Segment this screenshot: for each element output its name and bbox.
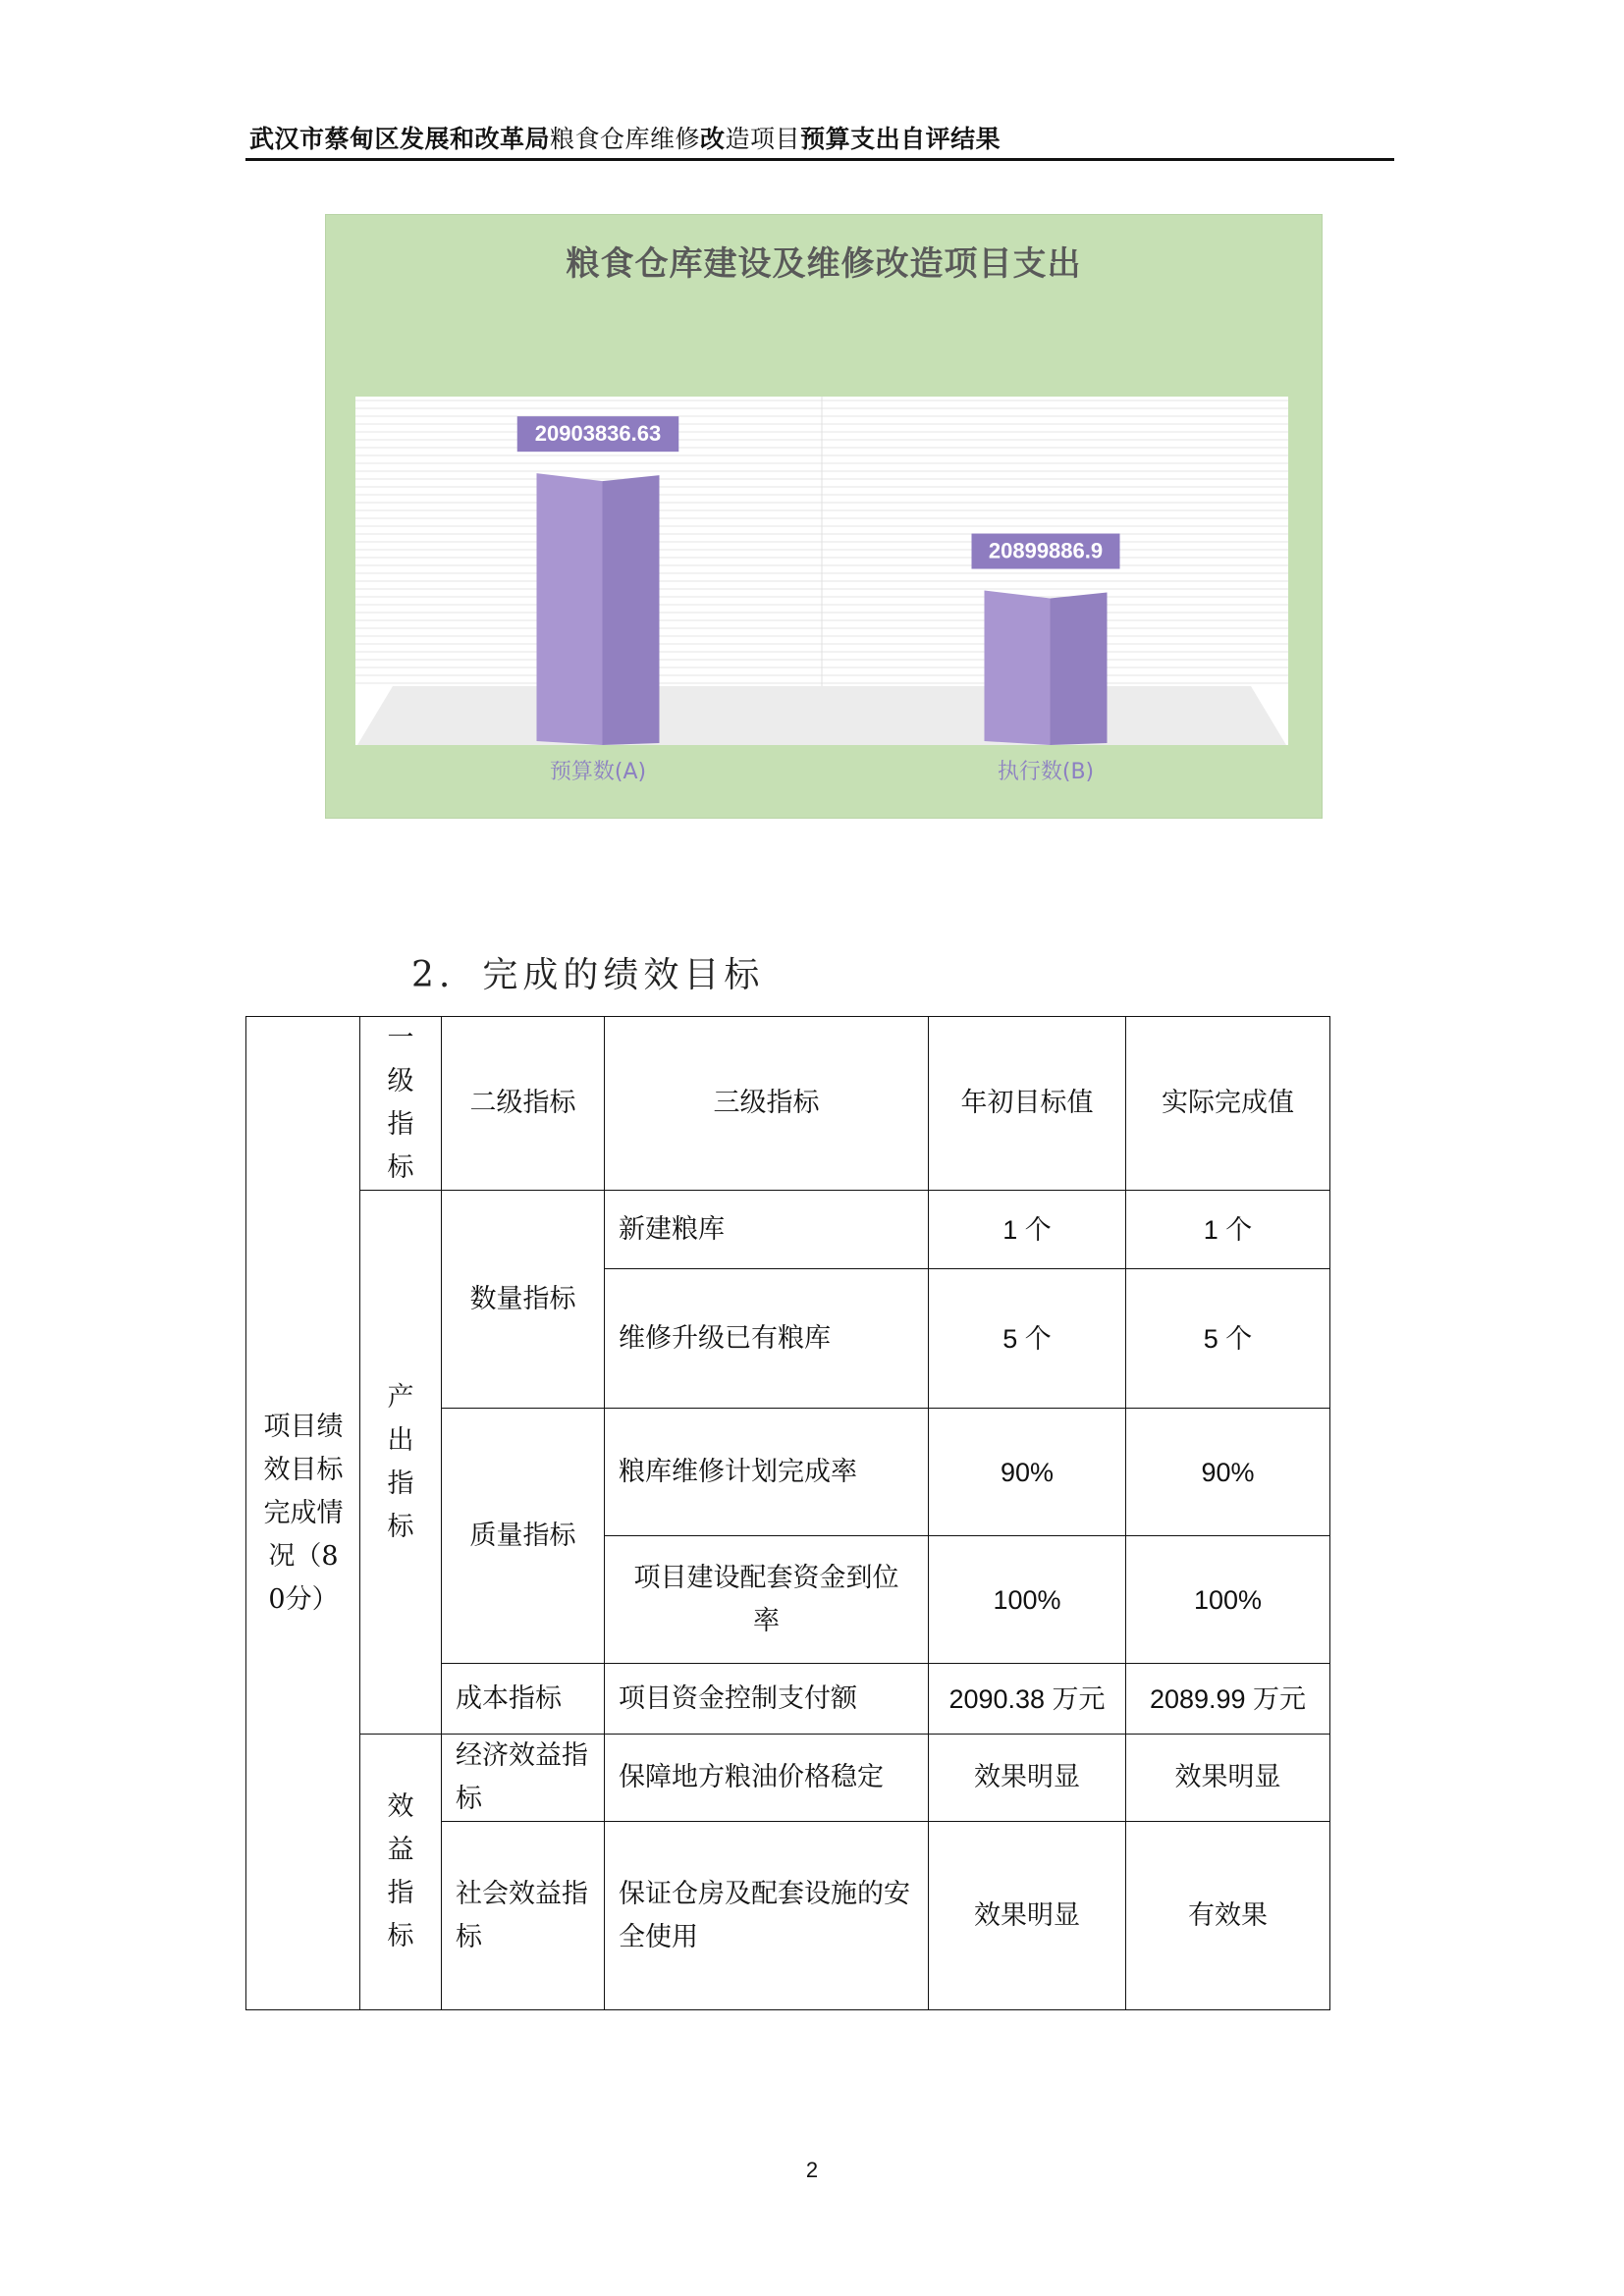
section-label: 项目绩效目标完成情况（80分） — [263, 1411, 344, 1615]
bar-front — [985, 591, 1051, 745]
header-result: 预算支出自评结果 — [800, 125, 1001, 153]
header-project-b: 改 — [700, 125, 726, 153]
row-actual: 100% — [1126, 1536, 1330, 1664]
quality-label: 质量指标 — [442, 1409, 605, 1664]
bar-front — [537, 473, 603, 745]
header-level1-cell — [360, 1017, 442, 1191]
row-actual: 有效果 — [1126, 1822, 1330, 2010]
bar-side — [1051, 593, 1108, 745]
benefit-label: 效益指标 — [387, 1791, 414, 1951]
row-target: 5 个 — [929, 1269, 1126, 1409]
header-target: 年初目标值 — [929, 1017, 1126, 1191]
chart-title: 粮食仓库建设及维修改造项目支出 — [566, 244, 1082, 284]
row-target: 效果明显 — [929, 1822, 1126, 2010]
header-org: 武汉市蔡甸区发展和改革局 — [249, 125, 551, 153]
header-project-c: 造项目 — [725, 125, 801, 153]
row-target: 90% — [929, 1409, 1126, 1536]
table-row — [246, 1735, 1330, 1822]
header-level2: 二级指标 — [442, 1017, 605, 1191]
header-actual: 实际完成值 — [1126, 1017, 1330, 1191]
cost-label: 成本指标 — [442, 1664, 605, 1735]
output-label: 产出指标 — [387, 1381, 414, 1542]
table-row — [246, 1191, 1330, 1269]
section-label-cell — [246, 1017, 360, 2010]
row-name: 项目资金控制支付额 — [605, 1664, 929, 1735]
page-number: 2 — [805, 2158, 819, 2182]
chart-floor — [357, 686, 1286, 745]
output-label-cell — [360, 1191, 442, 1735]
row-target: 100% — [929, 1536, 1126, 1664]
section-number: 2. — [411, 955, 456, 995]
row-name: 保障地方粮油价格稳定 — [605, 1735, 929, 1822]
row-target: 2090.38 万元 — [929, 1664, 1126, 1735]
section-heading — [411, 947, 764, 997]
row-name: 新建粮库 — [605, 1191, 929, 1269]
category-label: 预算数(A) — [549, 760, 647, 784]
row-actual: 1 个 — [1126, 1191, 1330, 1269]
chart-canvas — [326, 215, 1324, 820]
header-title — [249, 120, 1001, 155]
data-label: 20903836.63 — [534, 421, 662, 447]
row-actual: 效果明显 — [1126, 1735, 1330, 1822]
economic-label: 经济效益指标 — [442, 1735, 605, 1822]
row-name: 粮库维修计划完成率 — [605, 1409, 929, 1536]
row-name: 保证仓房及配套设施的安全使用 — [605, 1822, 929, 2010]
performance-table — [245, 1016, 1330, 2010]
quantity-label: 数量指标 — [442, 1191, 605, 1409]
header-project-a: 粮食仓库维修 — [550, 125, 701, 153]
row-actual: 2089.99 万元 — [1126, 1664, 1330, 1735]
section-title: 完成的绩效目标 — [482, 955, 765, 995]
table-header-row — [246, 1017, 1330, 1191]
row-name: 维修升级已有粮库 — [605, 1269, 929, 1409]
expenditure-chart — [325, 214, 1323, 819]
data-label: 20899886.9 — [988, 538, 1104, 563]
page-header — [245, 116, 1394, 161]
row-name: 项目建设配套资金到位率 — [605, 1536, 929, 1664]
category-label: 执行数(B) — [997, 760, 1095, 784]
social-label: 社会效益指标 — [442, 1822, 605, 2010]
benefit-label-cell — [360, 1735, 442, 2010]
header-level3: 三级指标 — [605, 1017, 929, 1191]
row-target: 1 个 — [929, 1191, 1126, 1269]
bar-side — [603, 475, 660, 745]
row-target: 效果明显 — [929, 1735, 1126, 1822]
row-actual: 90% — [1126, 1409, 1330, 1536]
header-level1: 一级指标 — [387, 1023, 414, 1183]
row-actual: 5 个 — [1126, 1269, 1330, 1409]
